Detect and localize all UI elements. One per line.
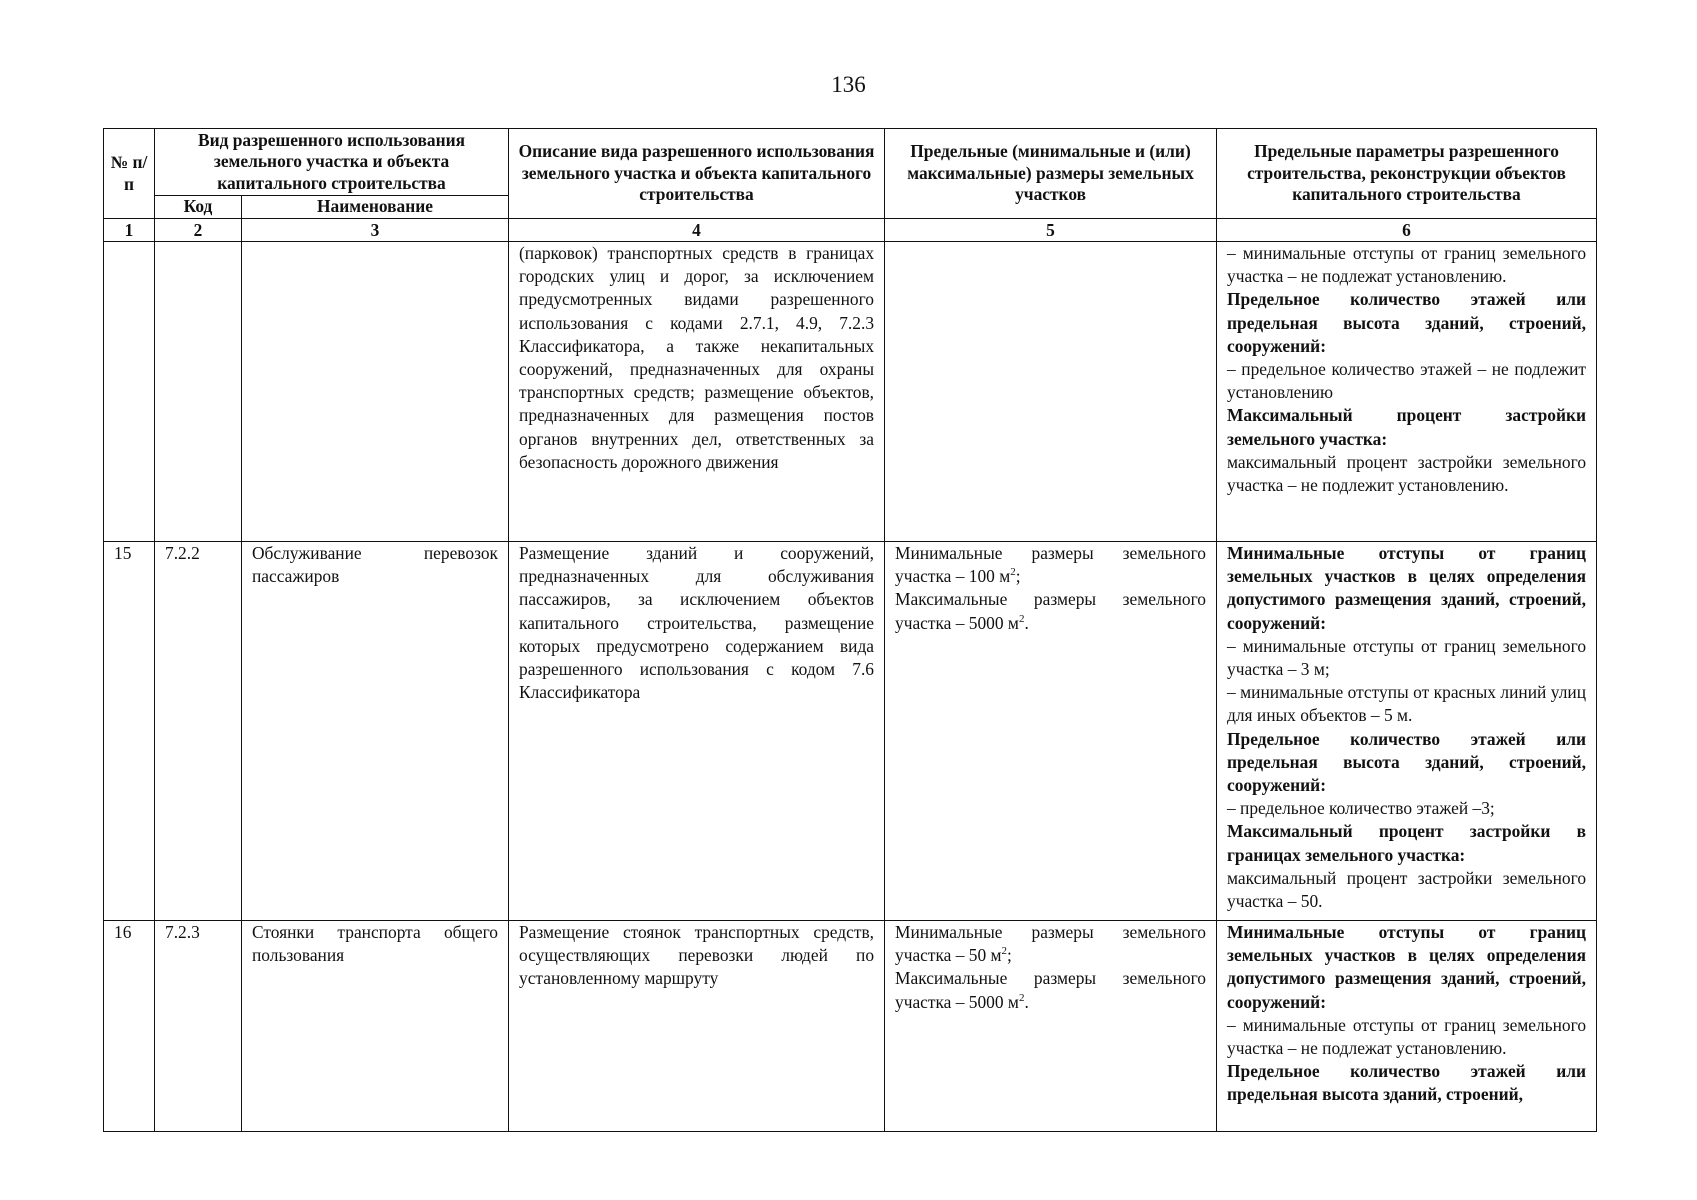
page-number: 136 bbox=[831, 72, 866, 97]
land-use-regulations-table bbox=[103, 128, 1597, 1132]
header-name: Наименование bbox=[242, 196, 509, 219]
plot-size-text: Минимальные размеры земельного участка – 50 м bbox=[895, 922, 1207, 966]
table-row bbox=[104, 242, 1597, 542]
header-land-use-type: Вид разрешенного использования земельного участка и объекта капитального строительства bbox=[155, 129, 509, 196]
param-value: – минимальные отступы от границ земельного участка – не подлежат установлению. bbox=[1227, 1014, 1587, 1059]
column-number: 5 bbox=[885, 219, 1217, 242]
param-heading: Минимальные отступы от границ земельных участков в целях определения допустимого размещения зданий, строений, сооружений: bbox=[1227, 543, 1587, 633]
row-number-cell: 16 bbox=[104, 921, 155, 1132]
column-number: 3 bbox=[242, 219, 509, 242]
description-cell: Размещение стоянок транспортных средств, осуществляющих перевозки людей по установленному маршруту bbox=[509, 921, 885, 1132]
land-use-code-cell bbox=[155, 242, 242, 542]
plot-size-tail: ; bbox=[1015, 566, 1021, 587]
land-use-name-cell: Обслуживание перевозок пассажиров bbox=[242, 542, 509, 921]
table-row bbox=[104, 921, 1597, 1132]
plot-size-text: Минимальные размеры земельного участка – 100 м bbox=[895, 543, 1207, 587]
header-code: Код bbox=[155, 196, 242, 219]
plot-size-line bbox=[895, 542, 1206, 588]
param-heading: Предельное количество этажей или предельная высота зданий, строений, bbox=[1227, 1061, 1587, 1105]
column-number: 6 bbox=[1217, 219, 1597, 242]
construction-params-cell bbox=[1217, 242, 1597, 542]
plot-size-cell bbox=[885, 542, 1217, 921]
land-use-code-cell: 7.2.2 bbox=[155, 542, 242, 921]
description-cell: Размещение зданий и сооружений, предназначенных для обслуживания пассажиров, за исключением объектов капитального строительства, размещение которых предусмотрено содержанием вида разрешенного использования с кодом 7.6 Классификатора bbox=[509, 542, 885, 921]
param-heading: Максимальный процент застройки в границах земельного участка: bbox=[1227, 821, 1587, 865]
plot-size-line bbox=[895, 921, 1206, 967]
column-number: 4 bbox=[509, 219, 885, 242]
table-row bbox=[104, 542, 1597, 921]
land-use-name-cell: Стоянки транспорта общего пользования bbox=[242, 921, 509, 1132]
param-value: – минимальные отступы от границ земельного участка – 3 м; bbox=[1227, 635, 1587, 680]
header-construction-params: Предельные параметры разрешенного строительства, реконструкции объектов капитального строительства bbox=[1217, 129, 1597, 219]
plot-size-tail: . bbox=[1024, 612, 1029, 633]
plot-size-line bbox=[895, 588, 1206, 634]
param-heading: Предельное количество этажей или предельная высота зданий, строений, сооружений: bbox=[1227, 289, 1587, 356]
column-number-row bbox=[104, 219, 1597, 242]
param-value: максимальный процент застройки земельного участка – 50. bbox=[1227, 867, 1587, 912]
param-value: – минимальные отступы от границ земельного участка – не подлежат установлению. bbox=[1227, 243, 1587, 287]
header-plot-size: Предельные (минимальные и (или) максимальные) размеры земельных участков bbox=[885, 129, 1217, 219]
plot-size-text: Максимальные размеры земельного участка – 5000 м bbox=[895, 589, 1207, 633]
row-number-cell: 15 bbox=[104, 542, 155, 921]
header-row-number: № п/п bbox=[104, 129, 155, 219]
plot-size-cell bbox=[885, 242, 1217, 542]
superscript: 2 bbox=[1001, 945, 1008, 958]
plot-size-text: Максимальные размеры земельного участка – 5000 м bbox=[895, 968, 1207, 1012]
param-value: – минимальные отступы от красных линий улиц для иных объектов – 5 м. bbox=[1227, 682, 1587, 726]
column-number: 1 bbox=[104, 219, 155, 242]
superscript: 2 bbox=[1010, 566, 1016, 579]
plot-size-tail: . bbox=[1024, 991, 1029, 1012]
superscript: 2 bbox=[1018, 991, 1025, 1004]
param-value: – предельное количество этажей – не подлежит установлению bbox=[1227, 359, 1587, 403]
header-description: Описание вида разрешенного использования земельного участка и объекта капитального строительства bbox=[509, 129, 885, 219]
land-use-code-cell: 7.2.3 bbox=[155, 921, 242, 1132]
column-number: 2 bbox=[155, 219, 242, 242]
param-value: максимальный процент застройки земельного участка – не подлежит установлению. bbox=[1227, 451, 1587, 496]
description-cell: (парковок) транспортных средств в границах городских улиц и дорог, за исключением предусмотренных видами разрешенного использования с кодами 2.7.1, 4.9, 7.2.3 Классификатора, а также некапитальных сооружений, предназначенных для охраны транспортных средств; размещение объектов, предназначенных для размещения постов органов внутренних дел, ответственных за безопасность дорожного движения bbox=[509, 242, 885, 542]
plot-size-tail: ; bbox=[1007, 945, 1012, 966]
land-use-name-cell bbox=[242, 242, 509, 542]
table-body bbox=[104, 242, 1597, 1132]
superscript: 2 bbox=[1018, 612, 1025, 625]
param-heading: Минимальные отступы от границ земельных участков в целях определения допустимого размещения зданий, строений, сооружений: bbox=[1227, 922, 1587, 1012]
construction-params-cell bbox=[1217, 921, 1597, 1132]
param-heading: Максимальный процент застройки земельного участка: bbox=[1227, 405, 1587, 449]
param-heading: Предельное количество этажей или предельная высота зданий, строений, сооружений: bbox=[1227, 728, 1587, 796]
row-number-cell bbox=[104, 242, 155, 542]
plot-size-line bbox=[895, 967, 1206, 1013]
plot-size-cell bbox=[885, 921, 1217, 1132]
param-value: – предельное количество этажей –3; bbox=[1227, 798, 1495, 819]
construction-params-cell bbox=[1217, 542, 1597, 921]
